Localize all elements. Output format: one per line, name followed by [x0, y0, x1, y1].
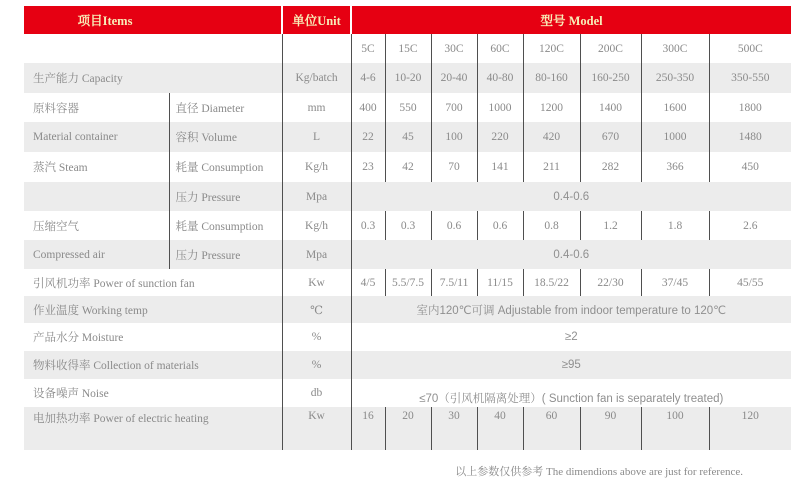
model-names-row	[24, 34, 791, 63]
value-cell: 5.5/7.5	[385, 269, 431, 296]
row-steam-pressure	[24, 182, 791, 211]
model-name: 500C	[737, 42, 763, 55]
value-cell: 20-40	[431, 63, 477, 93]
value-cell: 1480	[709, 122, 791, 152]
value-cell: 20	[385, 407, 431, 450]
value-cell: 0.3	[351, 211, 385, 240]
value-cell: 30	[431, 407, 477, 450]
value-cell: 1800	[738, 101, 762, 114]
value-cell: 220	[477, 122, 523, 152]
row-label: 设备噪声 Noise	[33, 388, 109, 400]
merged-value-cell: 0.4-0.6	[351, 182, 791, 211]
merged-value-cell: ≥95	[351, 351, 791, 379]
row-label: 作业温度 Working temp	[24, 296, 282, 323]
merged-value-cell: 室内120℃可调 Adjustable from indoor temperature to 120℃	[351, 296, 791, 323]
empty-cell	[282, 34, 351, 63]
model-name: 300C	[641, 34, 709, 63]
value-cell: 22/30	[580, 269, 641, 296]
model-name: 120C	[523, 34, 580, 63]
row-label-group: 蒸汽 Steam	[24, 152, 169, 182]
row-sublabel: 压力 Pressure	[169, 182, 282, 211]
value-cell: 23	[351, 152, 385, 182]
value-cell: 550	[385, 93, 431, 122]
row-label-group: Material container	[24, 122, 169, 152]
row-label: 产品水分 Moisture	[33, 332, 124, 344]
model-name: 60C	[477, 34, 523, 63]
unit-cell: Kg/h	[282, 152, 351, 182]
value-cell: 450	[741, 161, 759, 173]
model-name: 5C	[351, 34, 385, 63]
unit-cell: Mpa	[282, 182, 351, 211]
value-cell: 45	[385, 122, 431, 152]
merged-value-cell: 0.4-0.6	[351, 240, 791, 269]
merged-value-cell: ≥2	[564, 331, 578, 343]
value-cell: 10-20	[385, 63, 431, 93]
model-name: 30C	[431, 34, 477, 63]
value-cell: 4-6	[351, 63, 385, 93]
value-cell: 1200	[523, 93, 580, 122]
unit-cell: Kg/h	[282, 211, 351, 240]
value-cell: 350-550	[709, 63, 791, 93]
value-cell: 0.6	[431, 211, 477, 240]
value-cell: 2.6	[743, 219, 758, 232]
unit-cell: Kw	[282, 407, 351, 450]
value-cell: 1600	[641, 93, 709, 122]
value-cell: 141	[477, 152, 523, 182]
header-model: 型号 Model	[351, 6, 791, 34]
value-cell: 42	[385, 152, 431, 182]
unit-cell: %	[282, 323, 351, 351]
value-cell: 1400	[580, 93, 641, 122]
value-cell: 45/55	[737, 276, 764, 289]
value-cell: 0.8	[523, 211, 580, 240]
merged-value-cell: ≤70（引风机隔离处理）( Sunction fan is separately treated)	[419, 393, 724, 405]
unit-cell: Mpa	[282, 240, 351, 269]
row-electric-heating	[24, 407, 791, 450]
value-cell: 120	[709, 407, 791, 450]
value-cell: 211	[523, 152, 580, 182]
row-noise	[24, 379, 791, 407]
row-label-group: 压缩空气	[24, 211, 169, 240]
value-cell: 37/45	[641, 269, 709, 296]
value-cell: 100	[431, 122, 477, 152]
unit-cell: mm	[282, 93, 351, 122]
value-cell: 282	[580, 152, 641, 182]
row-capacity	[24, 63, 791, 93]
value-cell: 11/15	[477, 269, 523, 296]
value-cell: 0.3	[385, 211, 431, 240]
unit-cell: Kw	[282, 269, 351, 296]
model-name: 200C	[580, 34, 641, 63]
row-label: 电加热功率 Power of electric heating	[24, 407, 282, 450]
reference-note: 以上参数仅供参考 The dimendions above are just for reference.	[455, 466, 743, 478]
value-cell: 80-160	[523, 63, 580, 93]
value-cell: 1000	[641, 122, 709, 152]
value-cell: 1.2	[580, 211, 641, 240]
row-air-consumption	[24, 211, 791, 240]
row-volume	[24, 122, 791, 152]
value-cell: 366	[641, 152, 709, 182]
empty-cell	[24, 34, 282, 63]
value-cell: 400	[351, 93, 385, 122]
row-collection	[24, 351, 791, 379]
row-sublabel: 容积 Volume	[169, 122, 282, 152]
spec-table	[24, 6, 791, 450]
value-cell: 700	[431, 93, 477, 122]
row-working-temp	[24, 296, 791, 323]
value-cell: 70	[431, 152, 477, 182]
header-unit: 单位Unit	[282, 6, 351, 34]
model-name: 15C	[385, 34, 431, 63]
row-label: 生产能力 Capacity	[24, 63, 282, 93]
value-cell: 16	[351, 407, 385, 450]
value-cell: 22	[351, 122, 385, 152]
value-cell: 90	[580, 407, 641, 450]
row-label-group: 原料容器	[24, 93, 169, 122]
unit-cell: L	[282, 122, 351, 152]
value-cell: 160-250	[580, 63, 641, 93]
row-label-group: Compressed air	[24, 240, 169, 269]
row-sublabel: 耗量 Consumption	[175, 162, 264, 174]
value-cell: 60	[523, 407, 580, 450]
value-cell: 0.6	[477, 211, 523, 240]
value-cell: 1.8	[641, 211, 709, 240]
row-label: 引风机功率 Power of sunction fan	[33, 277, 195, 290]
table-header	[24, 6, 791, 34]
header-row	[24, 6, 791, 34]
value-cell: 40-80	[477, 63, 523, 93]
value-cell: 420	[523, 122, 580, 152]
row-fan-power	[24, 269, 791, 296]
unit-cell: %	[282, 351, 351, 379]
unit-cell: ℃	[282, 296, 351, 323]
value-cell: 1000	[477, 93, 523, 122]
row-steam-consumption	[24, 152, 791, 182]
unit-cell: db	[282, 379, 351, 407]
row-diameter	[24, 93, 791, 122]
row-label-group	[24, 182, 169, 211]
value-cell: 40	[477, 407, 523, 450]
value-cell: 100	[641, 407, 709, 450]
value-cell: 18.5/22	[523, 269, 580, 296]
value-cell: 250-350	[641, 63, 709, 93]
row-label: 物料收得率 Collection of materials	[24, 351, 282, 379]
row-sublabel: 耗量 Consumption	[175, 220, 264, 233]
row-air-pressure	[24, 240, 791, 269]
unit-cell: Kg/batch	[282, 63, 351, 93]
row-moisture	[24, 323, 791, 351]
header-items: 项目Items	[24, 6, 282, 34]
value-cell: 4/5	[351, 269, 385, 296]
row-sublabel: 压力 Pressure	[169, 240, 282, 269]
value-cell: 7.5/11	[431, 269, 477, 296]
value-cell: 670	[580, 122, 641, 152]
row-sublabel: 直径 Diameter	[175, 102, 245, 115]
